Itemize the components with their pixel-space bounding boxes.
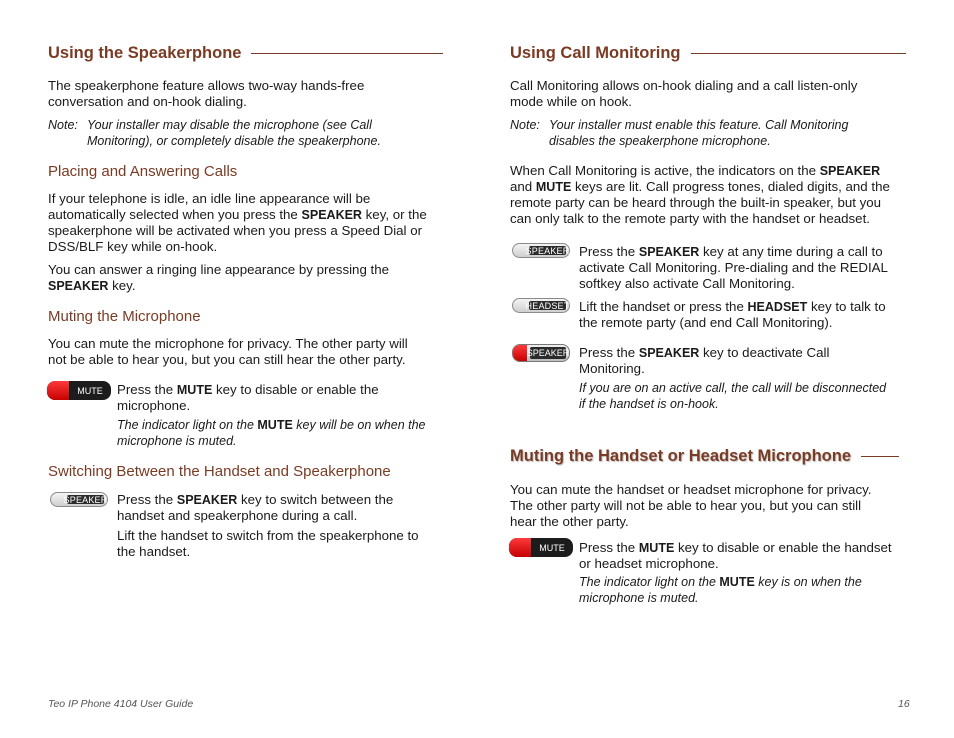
monitoring-step-3-note: If you are on an active call, the call will be disconnected if the handset is on-hook. — [579, 381, 887, 411]
monitoring-step-2: Lift the handset or press the HEADSET key to talk to the remote party (and end Call Monitoring). — [579, 299, 886, 330]
subheading-placing-calls: Placing and Answering Calls — [48, 163, 238, 180]
muting-step: Press the MUTE key to disable or enable the microphone. — [117, 382, 379, 413]
call-monitoring-active: When Call Monitoring is active, the indicators on the SPEAKER and MUTE keys are lit. Call progress tones, dialed digits, and the remote party can be heard through the built-in speaker, but you can only talk to the remote party with the handset or headset. — [510, 163, 890, 226]
switching-step-2: Lift the handset to switch from the speakerphone to the handset. — [117, 528, 419, 559]
placing-paragraph-2: You can answer a ringing line appearance by pressing the SPEAKER key. — [48, 262, 390, 293]
call-monitoring-intro: Call Monitoring allows on-hook dialing and a call listen-only mode while on hook. — [510, 78, 858, 109]
footer-page-number: 16 — [898, 698, 910, 710]
switching-step-1: Press the SPEAKER key to switch between the handset and speakerphone during a call. — [117, 492, 394, 523]
speakerphone-note: Note: Your installer may disable the microphone (see Call Monitoring), or completely disable the speakerphone. — [48, 118, 381, 148]
speakerphone-intro: The speakerphone feature allows two-way hands-free conversation and on-hook dialing. — [48, 78, 365, 109]
muting-note: The indicator light on the MUTE key will be on when the microphone is muted. — [117, 418, 426, 448]
muting-handset-step: Press the MUTE key to disable or enable the handset or headset microphone. — [579, 540, 892, 571]
section-title-call-monitoring: Using Call Monitoring — [510, 44, 906, 63]
mute-key-icon: MUTE — [47, 381, 111, 400]
muting-paragraph: You can mute the microphone for privacy. The other party will not be able to hear you, but you can still hear the other party. — [48, 336, 408, 367]
subheading-muting-microphone: Muting the Microphone — [48, 308, 201, 325]
placing-paragraph-1: If your telephone is idle, an idle line appearance will be automatically selected when you press the SPEAKER key, or the speakerphone will be activated when you press a Speed Dial or DSS/BLF key while on-hook. — [48, 191, 427, 254]
footer-guide-title: Teo IP Phone 4104 User Guide — [48, 698, 194, 710]
headset-key-icon: HEADSET — [512, 298, 570, 313]
title-rule — [861, 456, 899, 457]
muting-handset-paragraph: You can mute the handset or headset microphone for privacy. The other party will not be able to hear you, but you can still hear the other party. — [510, 482, 872, 529]
muting-handset-note: The indicator light on the MUTE key is on when the microphone is muted. — [579, 575, 862, 605]
section-title-speakerphone: Using the Speakerphone — [48, 44, 443, 63]
monitoring-step-1: Press the SPEAKER key at any time during a call to activate Call Monitoring. Pre-dialing and the REDIAL softkey also activate Call Monitoring. — [579, 244, 888, 291]
section-title-muting-handset: Muting the Handset or Headset Microphone — [510, 447, 899, 466]
subheading-switching: Switching Between the Handset and Speakerphone — [48, 463, 391, 480]
monitoring-step-3: Press the SPEAKER key to deactivate Call Monitoring. — [579, 345, 830, 376]
speaker-key-lit-icon: SPEAKER — [512, 344, 570, 362]
title-rule — [691, 53, 906, 54]
title-rule — [251, 53, 443, 54]
speaker-key-icon: SPEAKER — [50, 492, 108, 507]
call-monitoring-note: Note: Your installer must enable this feature. Call Monitoring disables the speakerphone microphone. — [510, 118, 849, 148]
speaker-key-icon: SPEAKER — [512, 243, 570, 258]
mute-key-icon: MUTE — [509, 538, 573, 557]
